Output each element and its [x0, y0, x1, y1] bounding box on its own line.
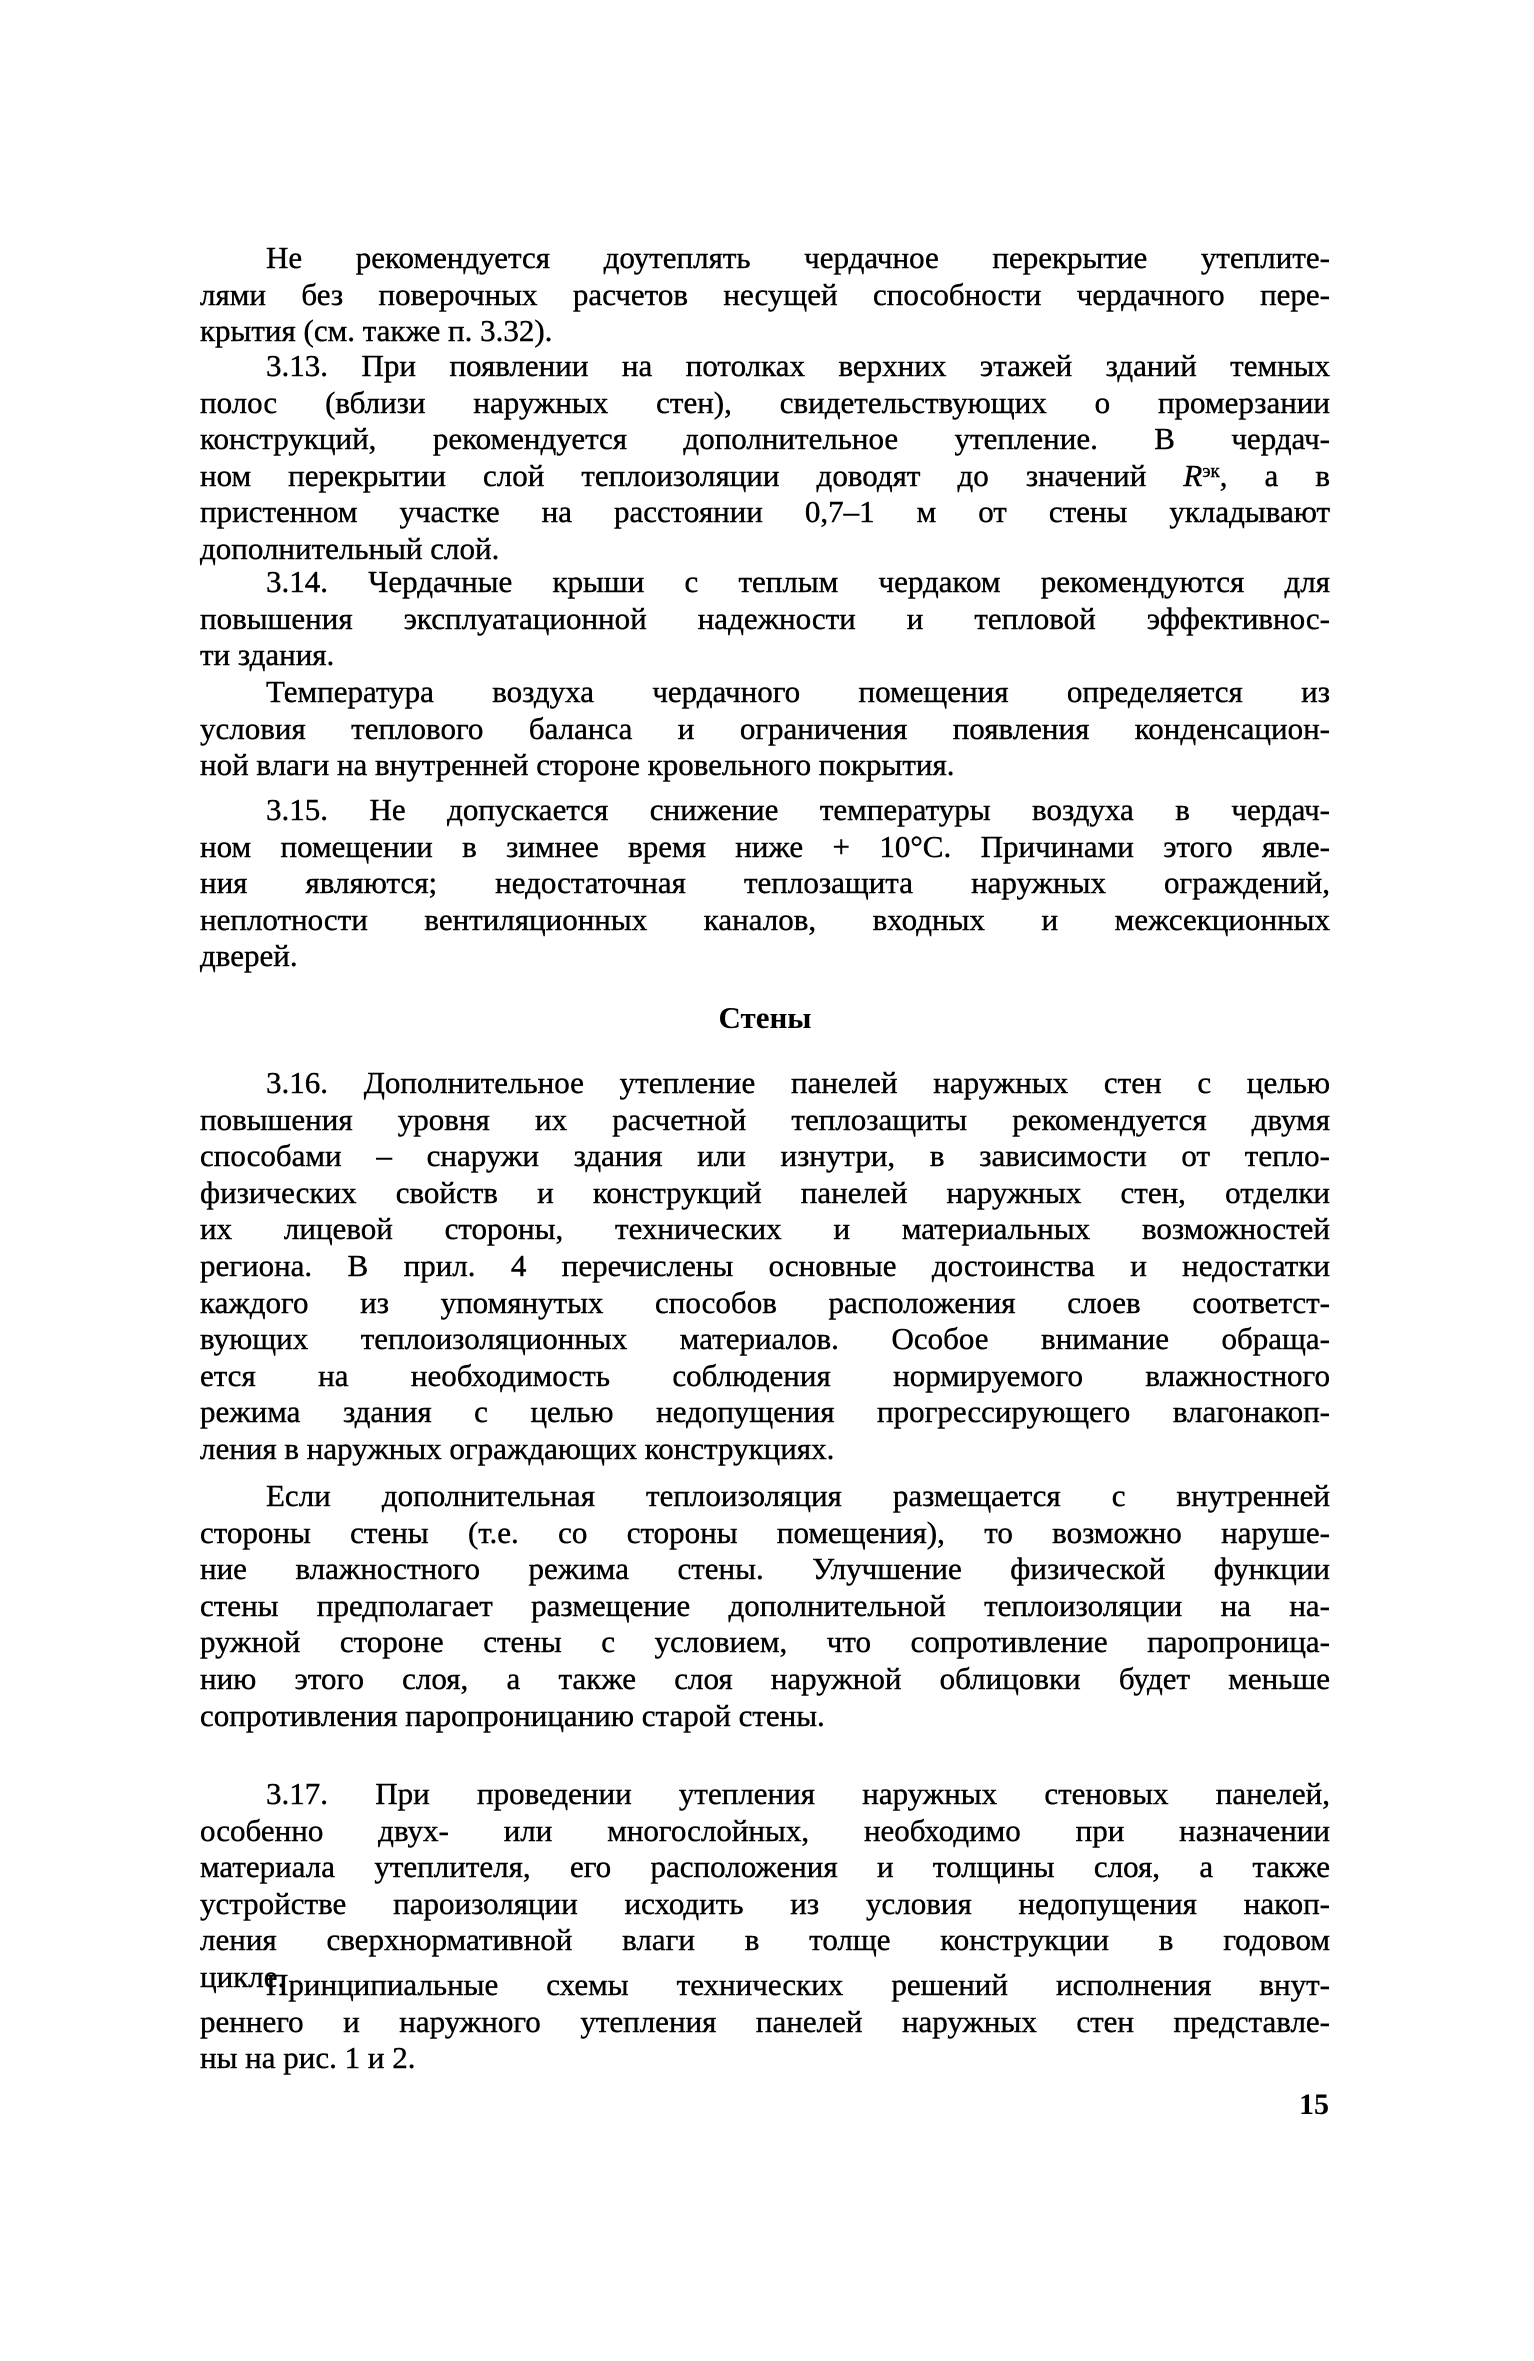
text-line: реннего и наружного утепления панелей наружных стен представле- — [200, 2003, 1330, 2039]
text-line: ружной стороне стены с условием, что сопротивление паропроница- — [200, 1624, 1330, 1660]
text-line: каждого из упомянутых способов расположения слоев соответст- — [200, 1284, 1330, 1320]
paragraph — [200, 1065, 1330, 1468]
text-line — [200, 458, 1330, 495]
text-line: 3.16. Дополнительное утепление панелей наружных стен с целью — [266, 1065, 1330, 1100]
text-line: физических свойств и конструкций панелей наружных стен, отделки — [200, 1174, 1330, 1210]
paragraph — [200, 240, 1330, 350]
paragraph — [200, 1478, 1330, 1734]
text-line: Температура воздуха чердачного помещения определяется из — [266, 674, 1330, 709]
paragraph — [200, 792, 1330, 975]
text-line: неплотности вентиляционных каналов, входных и межсекционных — [200, 901, 1330, 937]
text-line: ной влаги на внутренней стороне кровельного покрытия. — [200, 747, 955, 783]
superscript: эк — [1202, 460, 1220, 482]
paragraph — [200, 1967, 1330, 2077]
paragraph — [200, 348, 1330, 568]
text-line: полос (вблизи наружных стен), свидетельствующих о промерзании — [200, 384, 1330, 420]
page-number: 15 — [1299, 2088, 1329, 2121]
text-line: крытия (см. также п. 3.32). — [200, 313, 553, 349]
text-line: стены предполагает размещение дополнительной теплоизоляции на на- — [200, 1587, 1330, 1623]
text-line: особенно двух- или многослойных, необходимо при назначении — [200, 1812, 1330, 1848]
text-fragment: , а в — [1219, 457, 1330, 493]
text-line: сопротивления паропроницанию старой стены. — [200, 1697, 825, 1733]
text-line: дверей. — [200, 938, 298, 974]
paragraph — [200, 674, 1330, 784]
text-line: цикле. — [200, 1958, 286, 1994]
text-line: 3.13. При появлении на потолках верхних этажей зданий темных — [266, 348, 1330, 383]
text-line: Если дополнительная теплоизоляция размещается с внутренней — [266, 1478, 1330, 1513]
text-line: их лицевой стороны, технических и материальных возможностей — [200, 1211, 1330, 1247]
text-line: ном помещении в зимнее время ниже + 10°С. Причинами этого явле- — [200, 828, 1330, 864]
paragraph — [200, 1776, 1330, 1996]
variable-symbol: R — [1183, 457, 1203, 493]
text-line: ны на рис. 1 и 2. — [200, 2040, 416, 2076]
text-line: ется на необходимость соблюдения нормируемого влажностного — [200, 1357, 1330, 1393]
text-line: ния являются; недостаточная теплозащита наружных ограждений, — [200, 865, 1330, 901]
text-line: вующих теплоизоляционных материалов. Особое внимание обраща- — [200, 1321, 1330, 1357]
text-line: 3.14. Чердачные крыши с теплым чердаком рекомендуются для — [266, 564, 1330, 599]
text-line: материала утеплителя, его расположения и толщины слоя, а также — [200, 1849, 1330, 1885]
text-line: повышения эксплуатационной надежности и тепловой эффективнос- — [200, 600, 1330, 636]
text-line: ления сверхнормативной влаги в толще конструкции в годовом — [200, 1922, 1330, 1958]
text-fragment: ном перекрытии слой теплоизоляции доводят до значений — [200, 457, 1184, 493]
paragraph — [200, 564, 1330, 674]
text-line: повышения уровня их расчетной теплозащиты рекомендуется двумя — [200, 1101, 1330, 1137]
text-line: лями без поверочных расчетов несущей способности чердачного пере- — [200, 276, 1330, 312]
text-line: устройстве пароизоляции исходить из условия недопущения накоп- — [200, 1885, 1330, 1921]
text-line: способами – снаружи здания или изнутри, в зависимости от тепло- — [200, 1138, 1330, 1174]
text-line: пристенном участке на расстоянии 0,7–1 м от стены укладывают — [200, 494, 1330, 530]
text-line: ти здания. — [200, 637, 335, 673]
section-heading: Стены — [718, 1000, 812, 1035]
text-line: ние влажностного режима стены. Улучшение физической функции — [200, 1551, 1330, 1587]
text-line: нию этого слоя, а также слоя наружной облицовки будет меньше — [200, 1660, 1330, 1696]
text-line: конструкций, рекомендуется дополнительное утепление. В чердач- — [200, 421, 1330, 457]
text-line: 3.15. Не допускается снижение температуры воздуха в чердач- — [266, 792, 1330, 827]
text-line: режима здания с целью недопущения прогрессирующего влагонакоп- — [200, 1394, 1330, 1430]
text-line: условия теплового баланса и ограничения появления конденсацион- — [200, 710, 1330, 746]
text-line: региона. В прил. 4 перечислены основные достоинства и недостатки — [200, 1247, 1330, 1283]
text-line: стороны стены (т.е. со стороны помещения), то возможно наруше- — [200, 1514, 1330, 1550]
text-line: ления в наружных ограждающих конструкциях. — [200, 1430, 835, 1466]
text-line: дополнительный слой. — [200, 530, 500, 566]
text-line: Принципиальные схемы технических решений исполнения внут- — [266, 1967, 1330, 2002]
text-line: Не рекомендуется доутеплять чердачное перекрытие утеплите- — [266, 240, 1330, 275]
text-line: 3.17. При проведении утепления наружных стеновых панелей, — [266, 1776, 1330, 1811]
